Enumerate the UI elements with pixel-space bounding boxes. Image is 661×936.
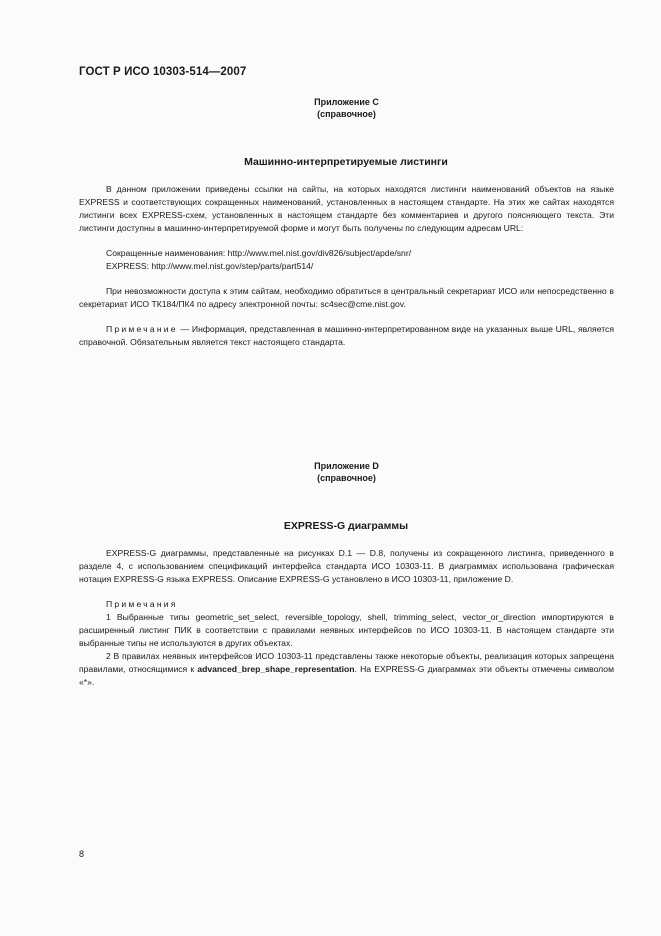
annex-d-note-2: [79, 650, 614, 689]
annex-d-label: Приложение D: [314, 461, 379, 471]
annex-d-note-1: 1 Выбранные типы geometric_set_select, reversible_topology, shell, trimming_select, vector_or_direction импортируются в расширенный листинг ПИК в соответствии с правилами неявных интерфейсов по ИСО 10303-11. В настоящем стандарте эти выбранные типы не используются в других объектах.: [79, 612, 614, 648]
annex-d-title: EXPRESS-G диаграммы: [283, 520, 409, 532]
annex-c-note-text: — Информация, представленная в машинно-интерпретированном виде на указанных выше URL, является справочной. Обязательным является текст настоящего стандарта.: [79, 324, 614, 347]
annex-c-label: Приложение С: [314, 97, 379, 107]
annex-d-notes-label: Примечания: [106, 599, 178, 609]
annex-c-status: (справочное): [317, 109, 376, 119]
annex-c-title: Машинно-интерпретируемые листинги: [244, 156, 448, 168]
page-number: 8: [79, 849, 85, 859]
annex-d-paragraph: EXPRESS-G диаграммы, представленные на рисунках D.1 — D.8, получены из сокращенного листинга, приведенного в разделе 4, с использованием спецификаций интерфейса стандарта ИСО 10303-11. В диаграммах использована графическая нотация EXPRESS-G языка EXPRESS. Описание EXPRESS-G установлено в ИСО 10303-11, приложение D.: [79, 548, 614, 584]
annex-d-note-2-text: 2 В правилах неявных интерфейсов ИСО 10303-11 представлены также некоторые объекты, реализация которых запрещена правилами, относящимися к: [79, 651, 614, 674]
annex-d-note-2-tail: . На EXPRESS-G диаграммах эти объекты отмечены символом «*».: [79, 664, 614, 687]
annex-c-url-express: EXPRESS: http://www.mel.nist.gov/step/parts/part514/: [106, 261, 314, 271]
annex-c-heading: [16, 96, 661, 120]
annex-d-heading: [16, 460, 661, 484]
standard-header: ГОСТ Р ИСО 10303-514—2007: [79, 66, 247, 78]
annex-c-url-short-names: Сокращенные наименования: http://www.mel.nist.gov/div826/subject/apde/snr/: [106, 248, 412, 258]
annex-d-note-2-entity: advanced_brep_shape_representation: [197, 664, 355, 674]
annex-c-note: [79, 323, 614, 349]
annex-c-paragraph: В данном приложении приведены ссылки на сайты, на которых находятся листинги наименований объектов на языке EXPRESS и соответствующих сокращенных наименований, установленных в настоящем стандарте. На этих же сайтах находятся листинги всех EXPRESS-схем, установленных в настоящем стандарте без комментариев и другого поясняющего текста. Эти листинги доступны в машинно-интерпретируемой форме и могут быть получены по следующим адресам URL:: [79, 184, 614, 233]
annex-c-body: [79, 183, 614, 349]
annex-c-note-label: Примечание: [106, 324, 178, 334]
annex-c-access-paragraph: При невозможности доступа к этим сайтам, необходимо обратиться в центральный секретариат ИСО или непосредственно в секретариат ИСО ТК184/ПК4 по адресу электронной почты: sc4sec@cme.nist.gov.: [79, 286, 614, 309]
annex-d-status: (справочное): [317, 473, 376, 483]
annex-d-body: [79, 547, 614, 689]
